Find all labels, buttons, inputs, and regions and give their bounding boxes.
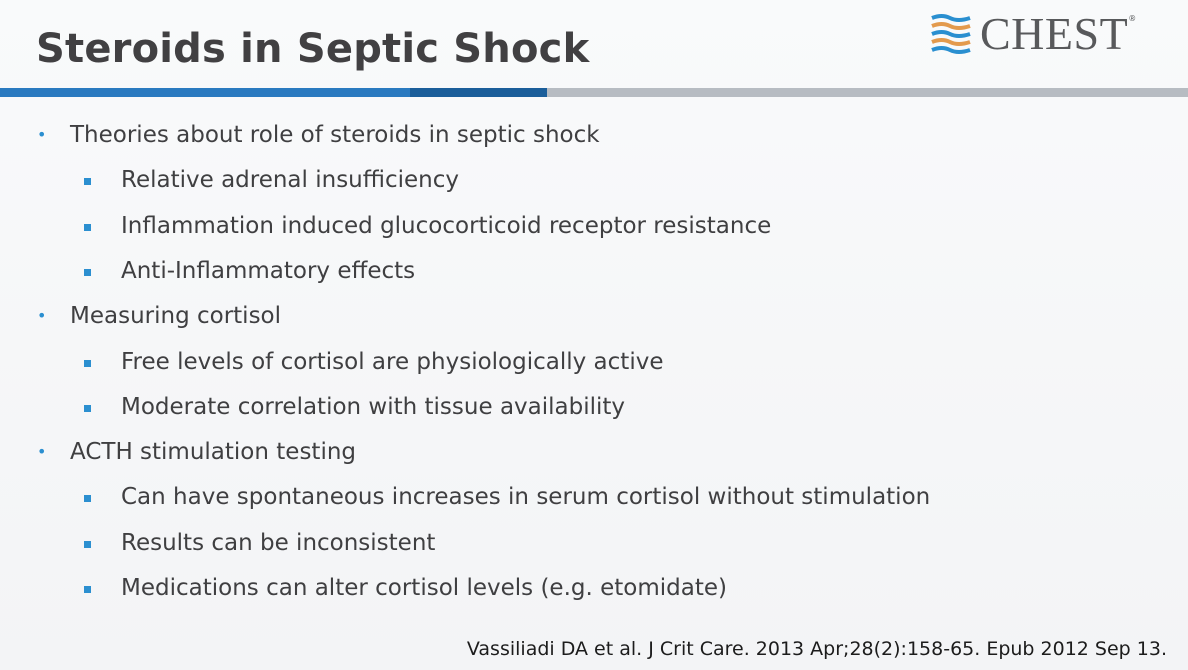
sub-bullet-item <box>121 260 415 283</box>
bullet-square-icon <box>84 586 91 593</box>
chest-logo-icon <box>930 12 972 56</box>
bullet-text: Measuring cortisol <box>70 303 282 329</box>
citation: Vassiliadi DA et al. J Crit Care. 2013 Apr;28(2):158-65. Epub 2012 Sep 13. <box>466 638 1167 660</box>
bullet-text: Free levels of cortisol are physiologically active <box>121 349 664 375</box>
bullet-dot-icon: • <box>37 125 47 144</box>
bullet-square-icon <box>84 541 91 548</box>
bullet-text: Relative adrenal insufficiency <box>121 167 460 193</box>
bullet-text: Medications can alter cortisol levels (e.g. etomidate) <box>121 575 727 601</box>
bullet-square-icon <box>84 178 91 185</box>
bullet-text: Anti-Inflammatory effects <box>121 258 416 284</box>
sub-bullet-item <box>121 169 459 192</box>
bullet-text: ACTH stimulation testing <box>70 439 357 465</box>
registered-mark: ® <box>1128 14 1137 23</box>
divider-segment-dark-blue <box>410 88 547 97</box>
bullet-square-icon <box>84 360 91 367</box>
divider-segment-blue <box>0 88 410 97</box>
divider-segment-gray <box>547 88 1188 97</box>
bullet-text: Theories about role of steroids in septic shock <box>70 122 600 148</box>
bullet-text: Inflammation induced glucocorticoid receptor resistance <box>121 213 772 239</box>
bullet-text: Can have spontaneous increases in serum cortisol without stimulation <box>121 484 931 510</box>
bullet-square-icon <box>84 224 91 231</box>
bullet-item <box>37 122 600 148</box>
bullet-dot-icon: • <box>37 306 47 325</box>
bullet-square-icon <box>84 405 91 412</box>
sub-bullet-item <box>121 396 625 419</box>
slide-title: Steroids in Septic Shock <box>36 26 590 72</box>
bullet-item <box>37 439 357 465</box>
sub-bullet-item <box>121 532 435 555</box>
bullet-text: Moderate correlation with tissue availability <box>121 394 626 420</box>
sub-bullet-item <box>121 577 727 600</box>
title-divider <box>0 88 1188 97</box>
bullet-square-icon <box>84 495 91 502</box>
bullet-square-icon <box>84 269 91 276</box>
sub-bullet-item <box>121 351 663 374</box>
bullet-text: Results can be inconsistent <box>121 530 436 556</box>
bullet-dot-icon: • <box>37 442 47 461</box>
chest-logo-text: CHEST <box>980 8 1129 59</box>
sub-bullet-item <box>121 215 771 238</box>
chest-logo <box>930 8 1136 60</box>
sub-bullet-item <box>121 486 930 509</box>
bullet-item <box>37 303 282 329</box>
